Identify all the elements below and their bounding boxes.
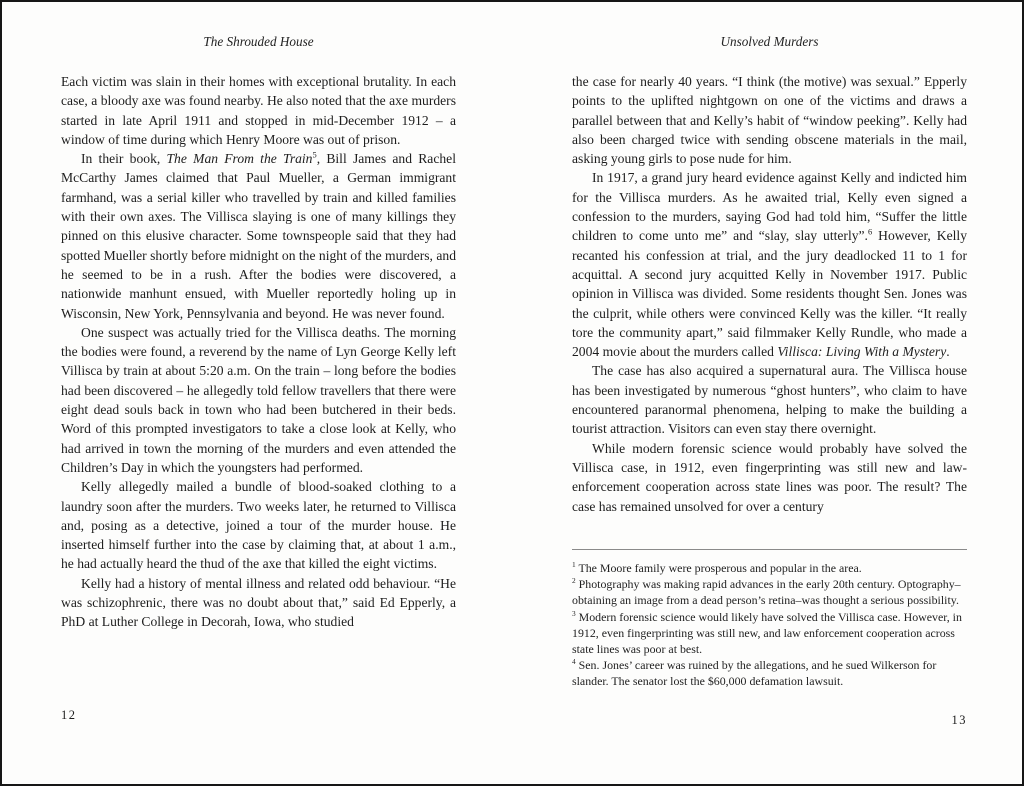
footnote: $^3$ Modern forensic science would likely have solved the Villisca case. However, in 1912, even fingerprinting was still new, and law enforcement cooperation across state lines was poor at best. — [572, 608, 962, 657]
right-page-body — [572, 72, 967, 516]
left-page-number: 12 — [61, 708, 77, 722]
paragraph: One suspect was actually tried for the Villisca deaths. The morning the bodies were found, a reverend by the name of Lyn George Kelly left Villisca by train at about 5:20 a.m. On the train – long before the bodies had been discovered – he allegedly told fellow travellers that there were eight dead souls back in town who had been butchered in their beds. Word of this prompted investigators to take a close look at Kelly, who had arrived in town the morning of the murders and even attended the Children’s Day in which the youngsters had performed. — [61, 324, 456, 475]
paragraph: Each victim was slain in their homes with exceptional brutality. In each case, a bloody axe was found nearby. He also noted that the axe murders started in late April 1911 and stopped in mid-December 1912 – a window of time during which Henry Moore was out of prison. — [61, 74, 456, 147]
right-page-number: 13 — [951, 713, 967, 727]
right-page — [572, 34, 967, 516]
footnotes-section — [572, 549, 967, 690]
footnote: $^2$ Photography was making rapid advances in the early 20th century. Optography–obtaining an image from a dead person’s retina–was thought a serious possibility. — [572, 576, 961, 608]
right-running-head: Unsolved Murders — [720, 34, 819, 49]
paragraph: the case for nearly 40 years. “I think (the motive) was sexual.” Epperly points to the uplifted nightgown on one of the victims and draws a parallel between that and Kelly’s habit of “window peeking”. Kelly had also been charged twice with sending obscene materials in the mail, asking young girls to pose nude for him. — [572, 74, 967, 167]
paragraph: In 1917, a grand jury heard evidence against Kelly and indicted him for the Villisca murders. As he awaited trial, Kelly even signed a confession to the murders, saying God had told him, “Suffer the little children to come unto me” and “slay, slay utterly”.$^6$ However, Kelly recanted his confession at trial, and the jury deadlocked 11 to 1 for acquittal. A second jury acquitted Kelly in November 1917. Public opinion in Villisca was divided. Some residents thought Sen. Jones was the culprit, while others were convinced Kelly was the killer. “It really tore the community apart,” said filmmaker Kelly Rundle, who made a 2004 movie about the murders called Villisca: Living With a Mystery. — [572, 170, 967, 360]
footnote: $^1$ The Moore family were prosperous and popular in the area. — [572, 560, 862, 575]
paragraph: Kelly had a history of mental illness and related odd behaviour. “He was schizophrenic, there was no doubt about that,” said Ed Epperly, a PhD at Luther College in Decorah, Iowa, who studied — [61, 575, 456, 630]
left-page — [61, 34, 456, 632]
paragraph: The case has also acquired a supernatural aura. The Villisca house has been investigated by numerous “ghost hunters”, who claim to have encountered paranormal phenomena, helping to make the building a tourist attraction. Visitors can even stay there overnight. — [572, 363, 967, 437]
paragraph: In their book, The Man From the Train$^5$, Bill James and Rachel McCarthy James claimed that Paul Mueller, a German immigrant farmhand, was a serial killer who travelled by train and killed families with their own axes. The Villisca slaying is one of many killings they pinned on this elusive character. Some townspeople said that they had spotted Mueller shortly before midnight on the night of the murders, and he seemed to be in a rush. After the bodies were discovered, a nationwide manhunt ensued, with Mueller reportedly holing up in Wisconsin, New York, Pennsylvania and beyond. He was never found. — [61, 149, 456, 321]
footnote: $^4$ Sen. Jones’ career was ruined by the allegations, and he sued Wilkerson for slander. The senator lost the $60,000 defamation lawsuit. — [572, 657, 937, 689]
paragraph: While modern forensic science would probably have solved the Villisca case, in 1912, even fingerprinting was still new and law-enforcement cooperation across state lines was poor. The result? The case has remained unsolved for over a century — [572, 440, 967, 514]
left-running-head: The Shrouded House — [203, 34, 314, 49]
left-page-body — [61, 72, 456, 632]
paragraph: Kelly allegedly mailed a bundle of blood-soaked clothing to a laundry soon after the murders. Two weeks later, he returned to Villisca and, posing as a detective, joined a tour of the murder house. He inserted himself further into the case by claiming that, at about 1 a.m., he had actually heard the thud of the axe that killed the eight victims. — [61, 479, 456, 572]
